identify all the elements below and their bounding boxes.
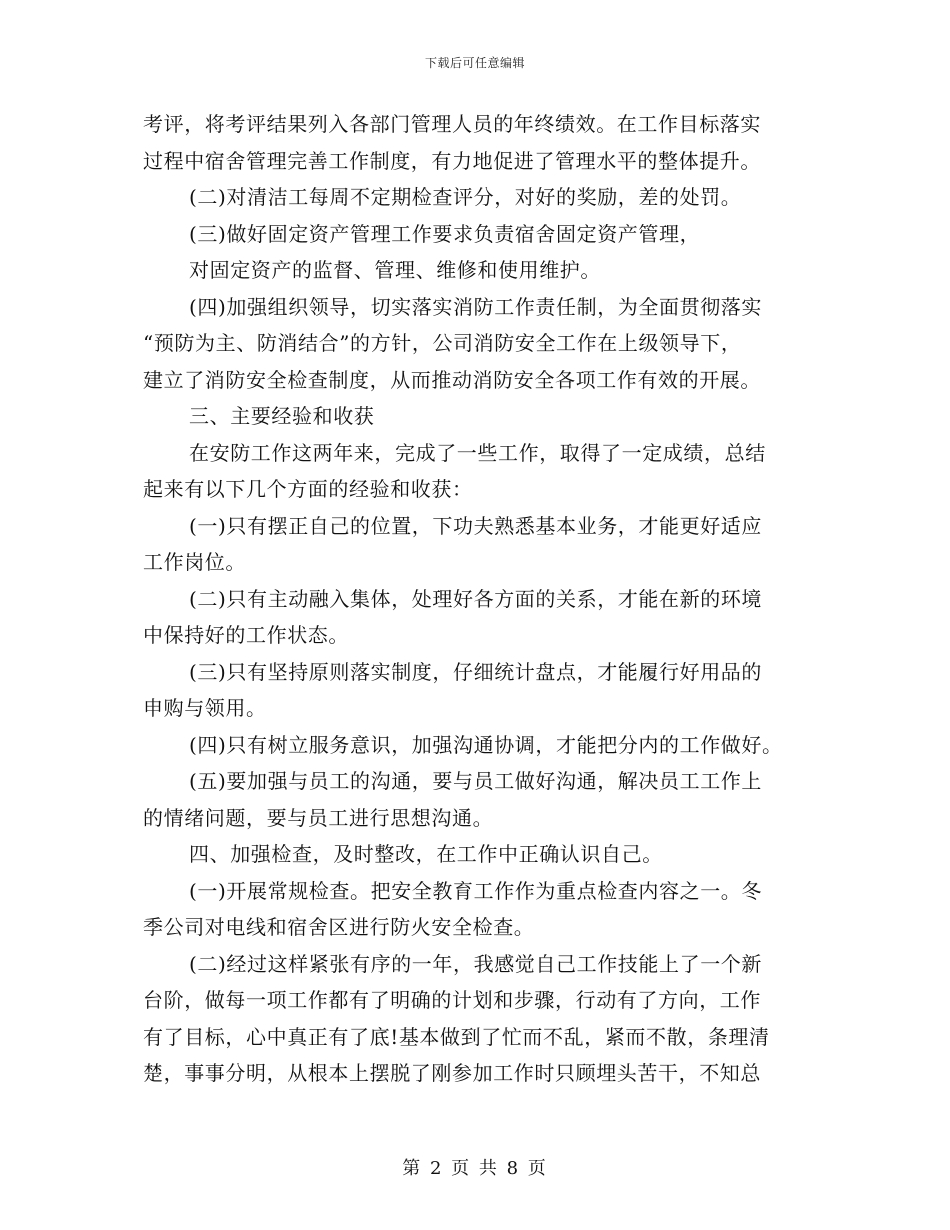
text-line: 有了目标，心中真正有了底!基本做到了忙而不乱，紧而不散，条理清: [143, 1024, 770, 1049]
text-line: (一)只有摆正自己的位置，下功夫熟悉基本业务，才能更好适应: [189, 513, 763, 538]
text-line: (三)只有坚持原则落实制度，仔细统计盘点，才能履行好用品的: [189, 659, 763, 684]
text-line: 对固定资产的监督、管理、维修和使用维护。: [189, 258, 601, 282]
text-line: 季公司对电线和宿舍区进行防火安全检查。: [143, 915, 535, 939]
text-line: (二)对清洁工每周不定期检查评分，对好的奖励，差的处罚。: [189, 185, 742, 209]
text-line: 中保持好的工作状态。: [143, 623, 349, 647]
text-line: 在安防工作这两年来，完成了一些工作，取得了一定成绩，总结: [189, 440, 766, 465]
text-line: 工作岗位。: [143, 550, 246, 574]
text-line: 台阶，做每一项工作都有了明确的计划和步骤，行动有了方向，工作: [143, 988, 761, 1012]
document-body: [143, 106, 813, 1092]
text-line: 四、加强检查，及时整改，在工作中正确认识自己。: [189, 842, 663, 866]
text-line: 楚，事事分明，从根本上摆脱了刚参加工作时只顾埋头苦干，不知总: [143, 1061, 761, 1085]
text-line: 申购与领用。: [143, 696, 267, 720]
page-footer: 第 2 页 共 8 页: [402, 1158, 548, 1179]
text-line: (二)只有主动融入集体，处理好各方面的关系，才能在新的环境: [189, 586, 763, 611]
text-line: 三、主要经验和收获: [189, 404, 375, 428]
text-line: (二)经过这样紧张有序的一年，我感觉自己工作技能上了一个新: [189, 951, 763, 976]
text-line: 过程中宿舍管理完善工作制度，有力地促进了管理水平的整体提升。: [143, 148, 761, 173]
text-line: 建立了消防安全检查制度，从而推动消防安全各项工作有效的开展。: [143, 367, 761, 392]
text-line: 的情绪问题，要与员工进行思想沟通。: [143, 805, 494, 830]
text-line: (四)只有树立服务意识，加强沟通协调，才能把分内的工作做好。: [189, 732, 783, 757]
text-line: (三)做好固定资产管理工作要求负责宿舍固定资产管理，: [189, 221, 701, 246]
text-line: 起来有以下几个方面的经验和收获：: [143, 477, 473, 501]
text-line: (五)要加强与员工的沟通，要与员工做好沟通，解决员工工作上: [189, 769, 763, 793]
text-line: 考评，将考评结果列入各部门管理人员的年终绩效。在工作目标落实: [143, 112, 761, 136]
text-line: “预防为主、防消结合”的方针，公司消防安全工作在上级领导下，: [143, 331, 742, 355]
text-line: (一)开展常规检查。把安全教育工作作为重点检查内容之一。冬: [189, 878, 763, 903]
page-header: 下载后可任意编辑: [424, 56, 525, 70]
text-line: (四)加强组织领导，切实落实消防工作责任制，为全面贯彻落实: [189, 294, 763, 319]
